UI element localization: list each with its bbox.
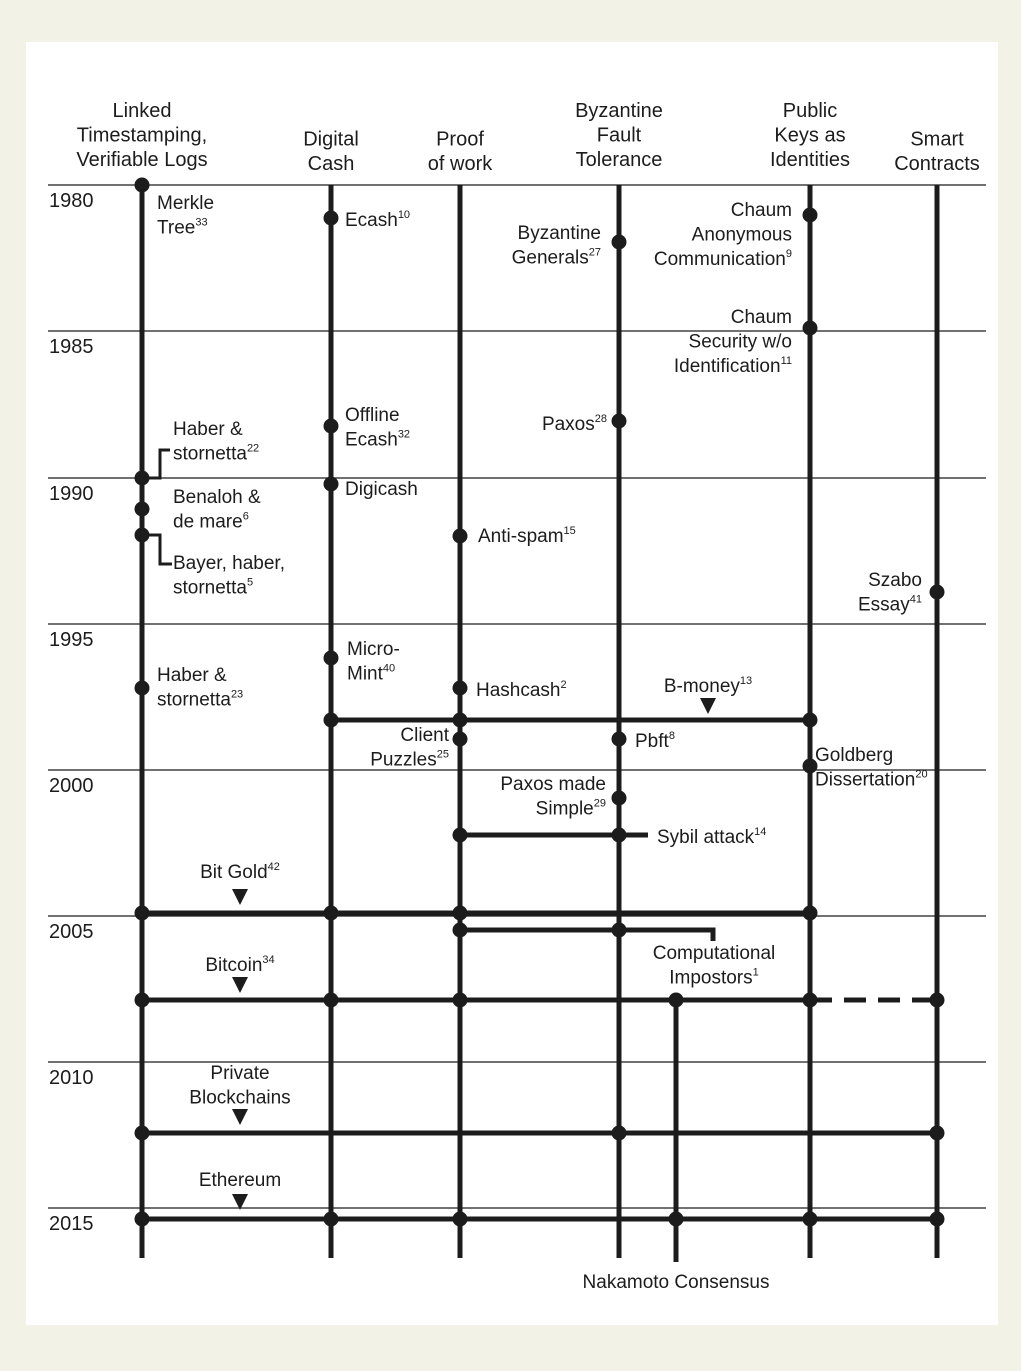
paxos-made-simple-label-line: Simple$^{29}$ bbox=[535, 797, 606, 820]
chaum-anonymous-communication-label bbox=[654, 200, 792, 270]
col-digital-cash-header-line: Digital bbox=[303, 128, 359, 151]
event-dot bbox=[324, 713, 339, 728]
ecash-label-line: Ecash$^{10}$ bbox=[345, 209, 411, 231]
col-digital-cash-header bbox=[303, 129, 359, 176]
paxos-label bbox=[542, 413, 607, 435]
col-smart-contracts-header-line: Smart bbox=[910, 128, 964, 151]
event-dot bbox=[669, 1212, 684, 1227]
event-dot bbox=[135, 993, 150, 1008]
merkle-tree-label bbox=[157, 193, 214, 239]
merkle-tree-label-line: Merkle bbox=[157, 193, 215, 214]
b-money-label bbox=[664, 675, 752, 697]
byzantine-generals-label bbox=[512, 223, 601, 269]
event-dot bbox=[453, 828, 468, 843]
goldberg-dissertation-label bbox=[815, 745, 928, 791]
paxos-label-line: Paxos$^{28}$ bbox=[541, 413, 607, 435]
col-proof-of-work-header bbox=[428, 129, 493, 176]
col-proof-of-work-header-line: Proof bbox=[436, 128, 484, 151]
event-dot bbox=[803, 993, 818, 1008]
benaloh-de-mare-label-line: de mare$^6$ bbox=[173, 510, 249, 533]
event-dot bbox=[453, 681, 468, 696]
col-smart-contracts-header bbox=[894, 129, 980, 176]
event-dot bbox=[324, 651, 339, 666]
col-public-keys-header bbox=[770, 100, 850, 171]
event-dot bbox=[135, 471, 150, 486]
digicash-label-line: Digicash bbox=[345, 479, 418, 500]
paxos-made-simple-label-line: Paxos made bbox=[500, 774, 606, 795]
haber-stornetta-23-label-line: stornetta$^{23}$ bbox=[157, 688, 244, 711]
col-public-keys-header-line: Keys as bbox=[774, 124, 846, 147]
event-dot bbox=[324, 993, 339, 1008]
bitcoin-label-line: Bitcoin$^{34}$ bbox=[205, 954, 275, 976]
bayer-haber-stornetta-label bbox=[173, 553, 285, 599]
event-dot bbox=[612, 414, 627, 429]
goldberg-dissertation-label-line: Dissertation$^{20}$ bbox=[815, 768, 928, 791]
offline-ecash-label bbox=[345, 405, 410, 451]
sybil-attack-label bbox=[657, 826, 766, 848]
event-dot bbox=[669, 993, 684, 1008]
year-label-1995: 1995 bbox=[49, 629, 94, 651]
col-linked-timestamping-header-line: Linked bbox=[112, 100, 172, 122]
event-dot bbox=[612, 235, 627, 250]
pbft-label-line: Pbft$^8$ bbox=[635, 730, 675, 752]
private-blockchains-label bbox=[189, 1063, 290, 1109]
hashcash-label-line: Hashcash$^2$ bbox=[476, 679, 567, 701]
offline-ecash-label-line: Offline bbox=[345, 405, 400, 426]
event-dot bbox=[803, 713, 818, 728]
event-dot bbox=[930, 993, 945, 1008]
event-dot bbox=[324, 211, 339, 226]
szabo-essay-label-line: Essay$^{41}$ bbox=[858, 593, 922, 616]
event-dot bbox=[135, 1126, 150, 1141]
bitcoin-label bbox=[205, 954, 274, 976]
micro-mint-label-line: Mint$^{40}$ bbox=[347, 662, 396, 685]
event-dot bbox=[453, 906, 468, 921]
year-label-1985: 1985 bbox=[49, 336, 94, 358]
event-dot bbox=[135, 528, 150, 543]
year-label-2005: 2005 bbox=[49, 921, 94, 943]
event-dot bbox=[612, 1126, 627, 1141]
year-label-2015: 2015 bbox=[49, 1213, 94, 1235]
col-digital-cash-header-line: Cash bbox=[307, 153, 355, 175]
sybil-attack-label-line: Sybil attack$^{14}$ bbox=[657, 826, 767, 848]
client-puzzles-label bbox=[370, 725, 450, 771]
event-dot bbox=[135, 502, 150, 517]
szabo-essay-label bbox=[858, 570, 922, 616]
event-dot bbox=[612, 791, 627, 806]
event-dot bbox=[453, 923, 468, 938]
bitcoin-arrow-icon bbox=[232, 977, 248, 993]
haber-stornetta-22-label-line: stornetta$^{22}$ bbox=[173, 442, 260, 465]
col-smart-contracts-header-line: Contracts bbox=[894, 153, 980, 175]
micro-mint-label bbox=[347, 639, 400, 685]
chaum-security-label bbox=[674, 307, 792, 377]
private-blockchains-arrow-icon bbox=[232, 1109, 248, 1125]
chaum-anonymous-communication-label-line: Chaum bbox=[730, 200, 792, 221]
goldberg-dissertation-label-line: Goldberg bbox=[815, 745, 894, 766]
nakamoto-consensus-label bbox=[583, 1272, 770, 1293]
event-dot bbox=[612, 732, 627, 747]
client-puzzles-label-line: Client bbox=[400, 725, 449, 746]
event-dot bbox=[453, 993, 468, 1008]
micro-mint-label-line: Micro- bbox=[347, 639, 400, 660]
anti-spam-label bbox=[478, 525, 576, 547]
ecash-label bbox=[345, 209, 410, 231]
ethereum-label bbox=[199, 1170, 281, 1191]
event-dot bbox=[612, 828, 627, 843]
anti-spam-label-line: Anti-spam$^{15}$ bbox=[478, 525, 576, 547]
pbft-label bbox=[635, 730, 675, 752]
year-label-1990: 1990 bbox=[49, 483, 94, 505]
col-byzantine-fault-tolerance-header bbox=[575, 100, 663, 171]
bayer-haber-stornetta-label-line: Bayer, haber, bbox=[173, 553, 285, 574]
bayer-haber-stornetta-label-line: stornetta$^5$ bbox=[173, 576, 254, 599]
paxos-made-simple-label bbox=[500, 774, 606, 820]
event-dot bbox=[803, 1212, 818, 1227]
event-dot bbox=[803, 208, 818, 223]
event-dot bbox=[453, 529, 468, 544]
computational-impostors-label-line: Impostors$^1$ bbox=[669, 966, 759, 989]
year-label-1980: 1980 bbox=[49, 190, 94, 212]
haber-stornetta-23-label-line: Haber & bbox=[157, 665, 227, 686]
computational-impostors-label-line: Computational bbox=[652, 943, 776, 964]
connector-computational-impostors bbox=[460, 930, 713, 941]
event-dot bbox=[324, 419, 339, 434]
col-byzantine-fault-tolerance-header-line: Fault bbox=[596, 124, 642, 147]
haber-stornetta-22-label-line: Haber & bbox=[173, 419, 243, 440]
chaum-anonymous-communication-label-line: Communication$^9$ bbox=[653, 248, 792, 270]
col-proof-of-work-header-line: of work bbox=[427, 153, 493, 175]
ethereum-label-line: Ethereum bbox=[198, 1170, 282, 1191]
event-dot bbox=[930, 1212, 945, 1227]
col-public-keys-header-line: Identities bbox=[769, 149, 851, 171]
event-dot bbox=[135, 178, 150, 193]
year-label-2010: 2010 bbox=[49, 1067, 94, 1089]
event-dot bbox=[453, 713, 468, 728]
event-dot bbox=[453, 1212, 468, 1227]
event-dot bbox=[612, 923, 627, 938]
event-dot bbox=[453, 732, 468, 747]
event-dot bbox=[930, 1126, 945, 1141]
bit-gold-label bbox=[200, 861, 280, 883]
nakamoto-consensus-label-line: Nakamoto Consensus bbox=[582, 1272, 770, 1293]
event-dot bbox=[930, 585, 945, 600]
col-linked-timestamping-header bbox=[76, 100, 207, 171]
event-dot bbox=[324, 906, 339, 921]
col-linked-timestamping-header-line: Verifiable Logs bbox=[76, 149, 208, 171]
event-dot bbox=[324, 1212, 339, 1227]
benaloh-de-mare-label bbox=[173, 487, 261, 533]
byzantine-generals-label-line: Byzantine bbox=[517, 223, 601, 244]
chaum-security-label-line: Identification$^{11}$ bbox=[673, 355, 792, 377]
szabo-essay-label-line: Szabo bbox=[868, 570, 922, 591]
col-linked-timestamping-header-line: Timestamping, bbox=[76, 124, 208, 147]
private-blockchains-label-line: Blockchains bbox=[189, 1087, 291, 1109]
chaum-anonymous-communication-label-line: Anonymous bbox=[691, 224, 792, 246]
event-dot bbox=[135, 1212, 150, 1227]
col-public-keys-header-line: Public bbox=[782, 100, 838, 122]
b-money-label-line: B-money$^{13}$ bbox=[663, 675, 753, 697]
chaum-security-label-line: Chaum bbox=[730, 307, 792, 328]
bit-gold-label-line: Bit Gold$^{42}$ bbox=[200, 861, 280, 883]
haber-stornetta-23-label bbox=[157, 665, 243, 711]
byzantine-generals-label-line: Generals$^{27}$ bbox=[511, 246, 601, 269]
col-byzantine-fault-tolerance-header-line: Tolerance bbox=[575, 149, 663, 171]
col-byzantine-fault-tolerance-header-line: Byzantine bbox=[575, 100, 663, 122]
event-dot bbox=[324, 477, 339, 492]
merkle-tree-label-line: Tree$^{33}$ bbox=[157, 216, 208, 239]
haber-stornetta-22-label bbox=[173, 419, 259, 465]
private-blockchains-label-line: Private bbox=[210, 1063, 270, 1084]
benaloh-de-mare-label-line: Benaloh & bbox=[173, 487, 261, 508]
digicash-label bbox=[345, 479, 418, 500]
chaum-security-label-line: Security w/o bbox=[688, 331, 792, 353]
computational-impostors-label bbox=[653, 943, 776, 989]
offline-ecash-label-line: Ecash$^{32}$ bbox=[345, 428, 411, 451]
bit-gold-arrow-icon bbox=[232, 889, 248, 905]
event-dot bbox=[803, 906, 818, 921]
event-dot bbox=[803, 321, 818, 336]
client-puzzles-label-line: Puzzles$^{25}$ bbox=[370, 748, 449, 771]
b-money-arrow-icon bbox=[700, 698, 716, 714]
event-dot bbox=[135, 681, 150, 696]
hashcash-label bbox=[476, 679, 567, 701]
year-label-2000: 2000 bbox=[49, 775, 94, 797]
event-dot bbox=[135, 906, 150, 921]
